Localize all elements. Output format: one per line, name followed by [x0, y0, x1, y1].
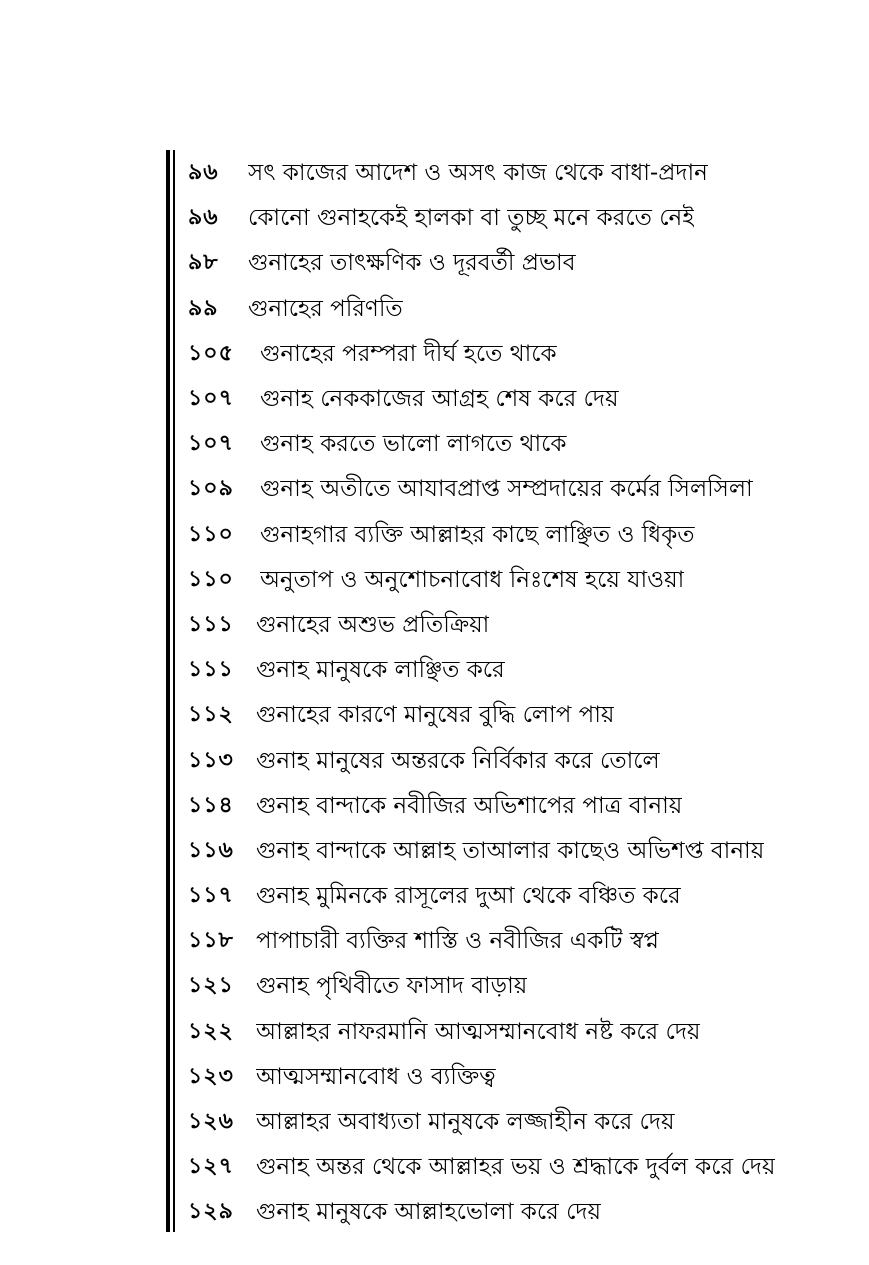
toc-entry	[188, 919, 848, 964]
toc-entry	[188, 377, 848, 422]
toc-entry	[188, 603, 848, 648]
toc-entry-title: গুনাহের কারণে মানুষের বুদ্ধি লোপ পায়	[256, 702, 615, 729]
toc-entry-title: গুনাহ মানুষকে লাঞ্ছিত করে	[256, 657, 505, 684]
toc-page-number: ১১১	[188, 611, 234, 637]
toc-entry-title: গুনাহ মানুষের অন্তরকে নির্বিকার করে তোলে	[256, 747, 660, 774]
toc-entry	[188, 558, 848, 603]
toc-entry	[188, 1145, 848, 1190]
toc-page-number: ১২৩	[188, 1063, 234, 1089]
toc-page-number: ১২৬	[188, 1109, 234, 1135]
left-margin-rule-thick	[166, 150, 170, 1232]
toc-entry-title: গুনাহ বান্দাকে আল্লাহ তাআলার কাছেও অভিশপ্ত বানায়	[256, 837, 765, 864]
toc-page-number: ১২২	[188, 1018, 234, 1044]
toc-entry	[188, 287, 848, 332]
toc-page-number: ১১৮	[188, 928, 234, 954]
toc-page-number: ১১৪	[188, 792, 234, 818]
toc-entry-title: গুনাহ বান্দাকে নবীজির অভিশাপের পাত্র বানায়	[256, 792, 683, 819]
toc-entry-title: অনুতাপ ও অনুশোচনাবোধ নিঃশেষ হয়ে যাওয়া	[260, 566, 685, 593]
left-margin-rule-thin	[173, 150, 175, 1232]
toc-page-number: ১২১	[188, 973, 234, 999]
toc-entry-title: আল্লাহর নাফরমানি আত্মসম্মানবোধ নষ্ট করে দেয়	[256, 1018, 701, 1045]
toc-entry	[188, 513, 848, 558]
toc-entry-title: গুনাহ করতে ভালো লাগতে থাকে	[260, 431, 567, 458]
toc-entry	[188, 874, 848, 919]
toc-entry-title: গুনাহের অশুভ প্রতিক্রিয়া	[256, 611, 490, 638]
toc-page-number: ১১৬	[188, 837, 234, 863]
toc-page-number: ৯৯	[188, 295, 219, 321]
toc-entry-title: সৎ কাজের আদেশ ও অসৎ কাজ থেকে বাধা-প্রদান	[248, 160, 708, 187]
toc-page-number: ১২৭	[188, 1154, 234, 1180]
toc-entry-title: গুনাহ নেককাজের আগ্রহ শেষ করে দেয়	[260, 386, 619, 413]
toc-page-number: ১১২	[188, 702, 234, 728]
toc-entry	[188, 738, 848, 783]
toc-entry-title: গুনাহ পৃথিবীতে ফাসাদ বাড়ায়	[256, 973, 528, 1000]
toc-entry	[188, 422, 848, 467]
toc-entry	[188, 241, 848, 286]
toc-entry-title: গুনাহগার ব্যক্তি আল্লাহর কাছে লাঞ্ছিত ও ধিকৃত	[260, 521, 695, 548]
table-of-contents	[188, 151, 848, 1236]
toc-entry	[188, 1100, 848, 1145]
toc-page-number: ১০৭	[188, 386, 234, 412]
toc-page-number: ১১৩	[188, 747, 234, 773]
toc-entry-title: গুনাহ অতীতে আযাবপ্রাপ্ত সম্প্রদায়ের কর্মের সিলসিলা	[260, 476, 753, 503]
toc-entry	[188, 693, 848, 738]
toc-page-number: ১০৫	[188, 340, 234, 366]
toc-entry-title: গুনাহ মুমিনকে রাসূলের দুআ থেকে বঞ্চিত করে	[256, 883, 681, 910]
toc-page-number: ১১১	[188, 657, 234, 683]
toc-entry	[188, 648, 848, 693]
toc-entry	[188, 964, 848, 1009]
toc-entry-title: গুনাহের পরম্পরা দীর্ঘ হতে থাকে	[260, 340, 557, 367]
toc-entry-title: পাপাচারী ব্যক্তির শাস্তি ও নবীজির একটি স্বপ্ন	[256, 928, 659, 955]
toc-entry	[188, 467, 848, 512]
toc-entry	[188, 196, 848, 241]
toc-entry	[188, 332, 848, 377]
toc-page-number: ১০৭	[188, 431, 234, 457]
toc-entry-title: আল্লাহর অবাধ্যতা মানুষকে লজ্জাহীন করে দেয়	[256, 1109, 675, 1136]
toc-entry	[188, 1010, 848, 1055]
toc-entry	[188, 1055, 848, 1100]
toc-page-number: ১১০	[188, 521, 234, 547]
toc-entry-title: গুনাহের পরিণতি	[248, 295, 403, 322]
toc-entry	[188, 829, 848, 874]
toc-page-number: ৯৬	[188, 160, 219, 186]
toc-entry-title: আত্মসম্মানবোধ ও ব্যক্তিত্ব	[256, 1063, 496, 1090]
toc-page-number: ১২৯	[188, 1199, 234, 1225]
toc-entry-title: গুনাহ অন্তর থেকে আল্লাহর ভয় ও শ্রদ্ধাকে দুর্বল করে দেয়	[256, 1154, 776, 1181]
toc-entry	[188, 1190, 848, 1235]
toc-entry-title: গুনাহের তাৎক্ষণিক ও দূরবর্তী প্রভাব	[248, 250, 576, 277]
toc-entry-title: কোনো গুনাহকেই হালকা বা তুচ্ছ মনে করতে নেই	[248, 205, 695, 232]
toc-page-number: ১১০	[188, 566, 234, 592]
toc-entry	[188, 784, 848, 829]
toc-page-number: ১০৯	[188, 476, 234, 502]
toc-page-number: ৯৬	[188, 205, 219, 231]
toc-page-number: ৯৮	[188, 250, 219, 276]
toc-entry	[188, 151, 848, 196]
toc-page-number: ১১৭	[188, 883, 234, 909]
toc-entry-title: গুনাহ মানুষকে আল্লাহভোলা করে দেয়	[256, 1199, 602, 1226]
